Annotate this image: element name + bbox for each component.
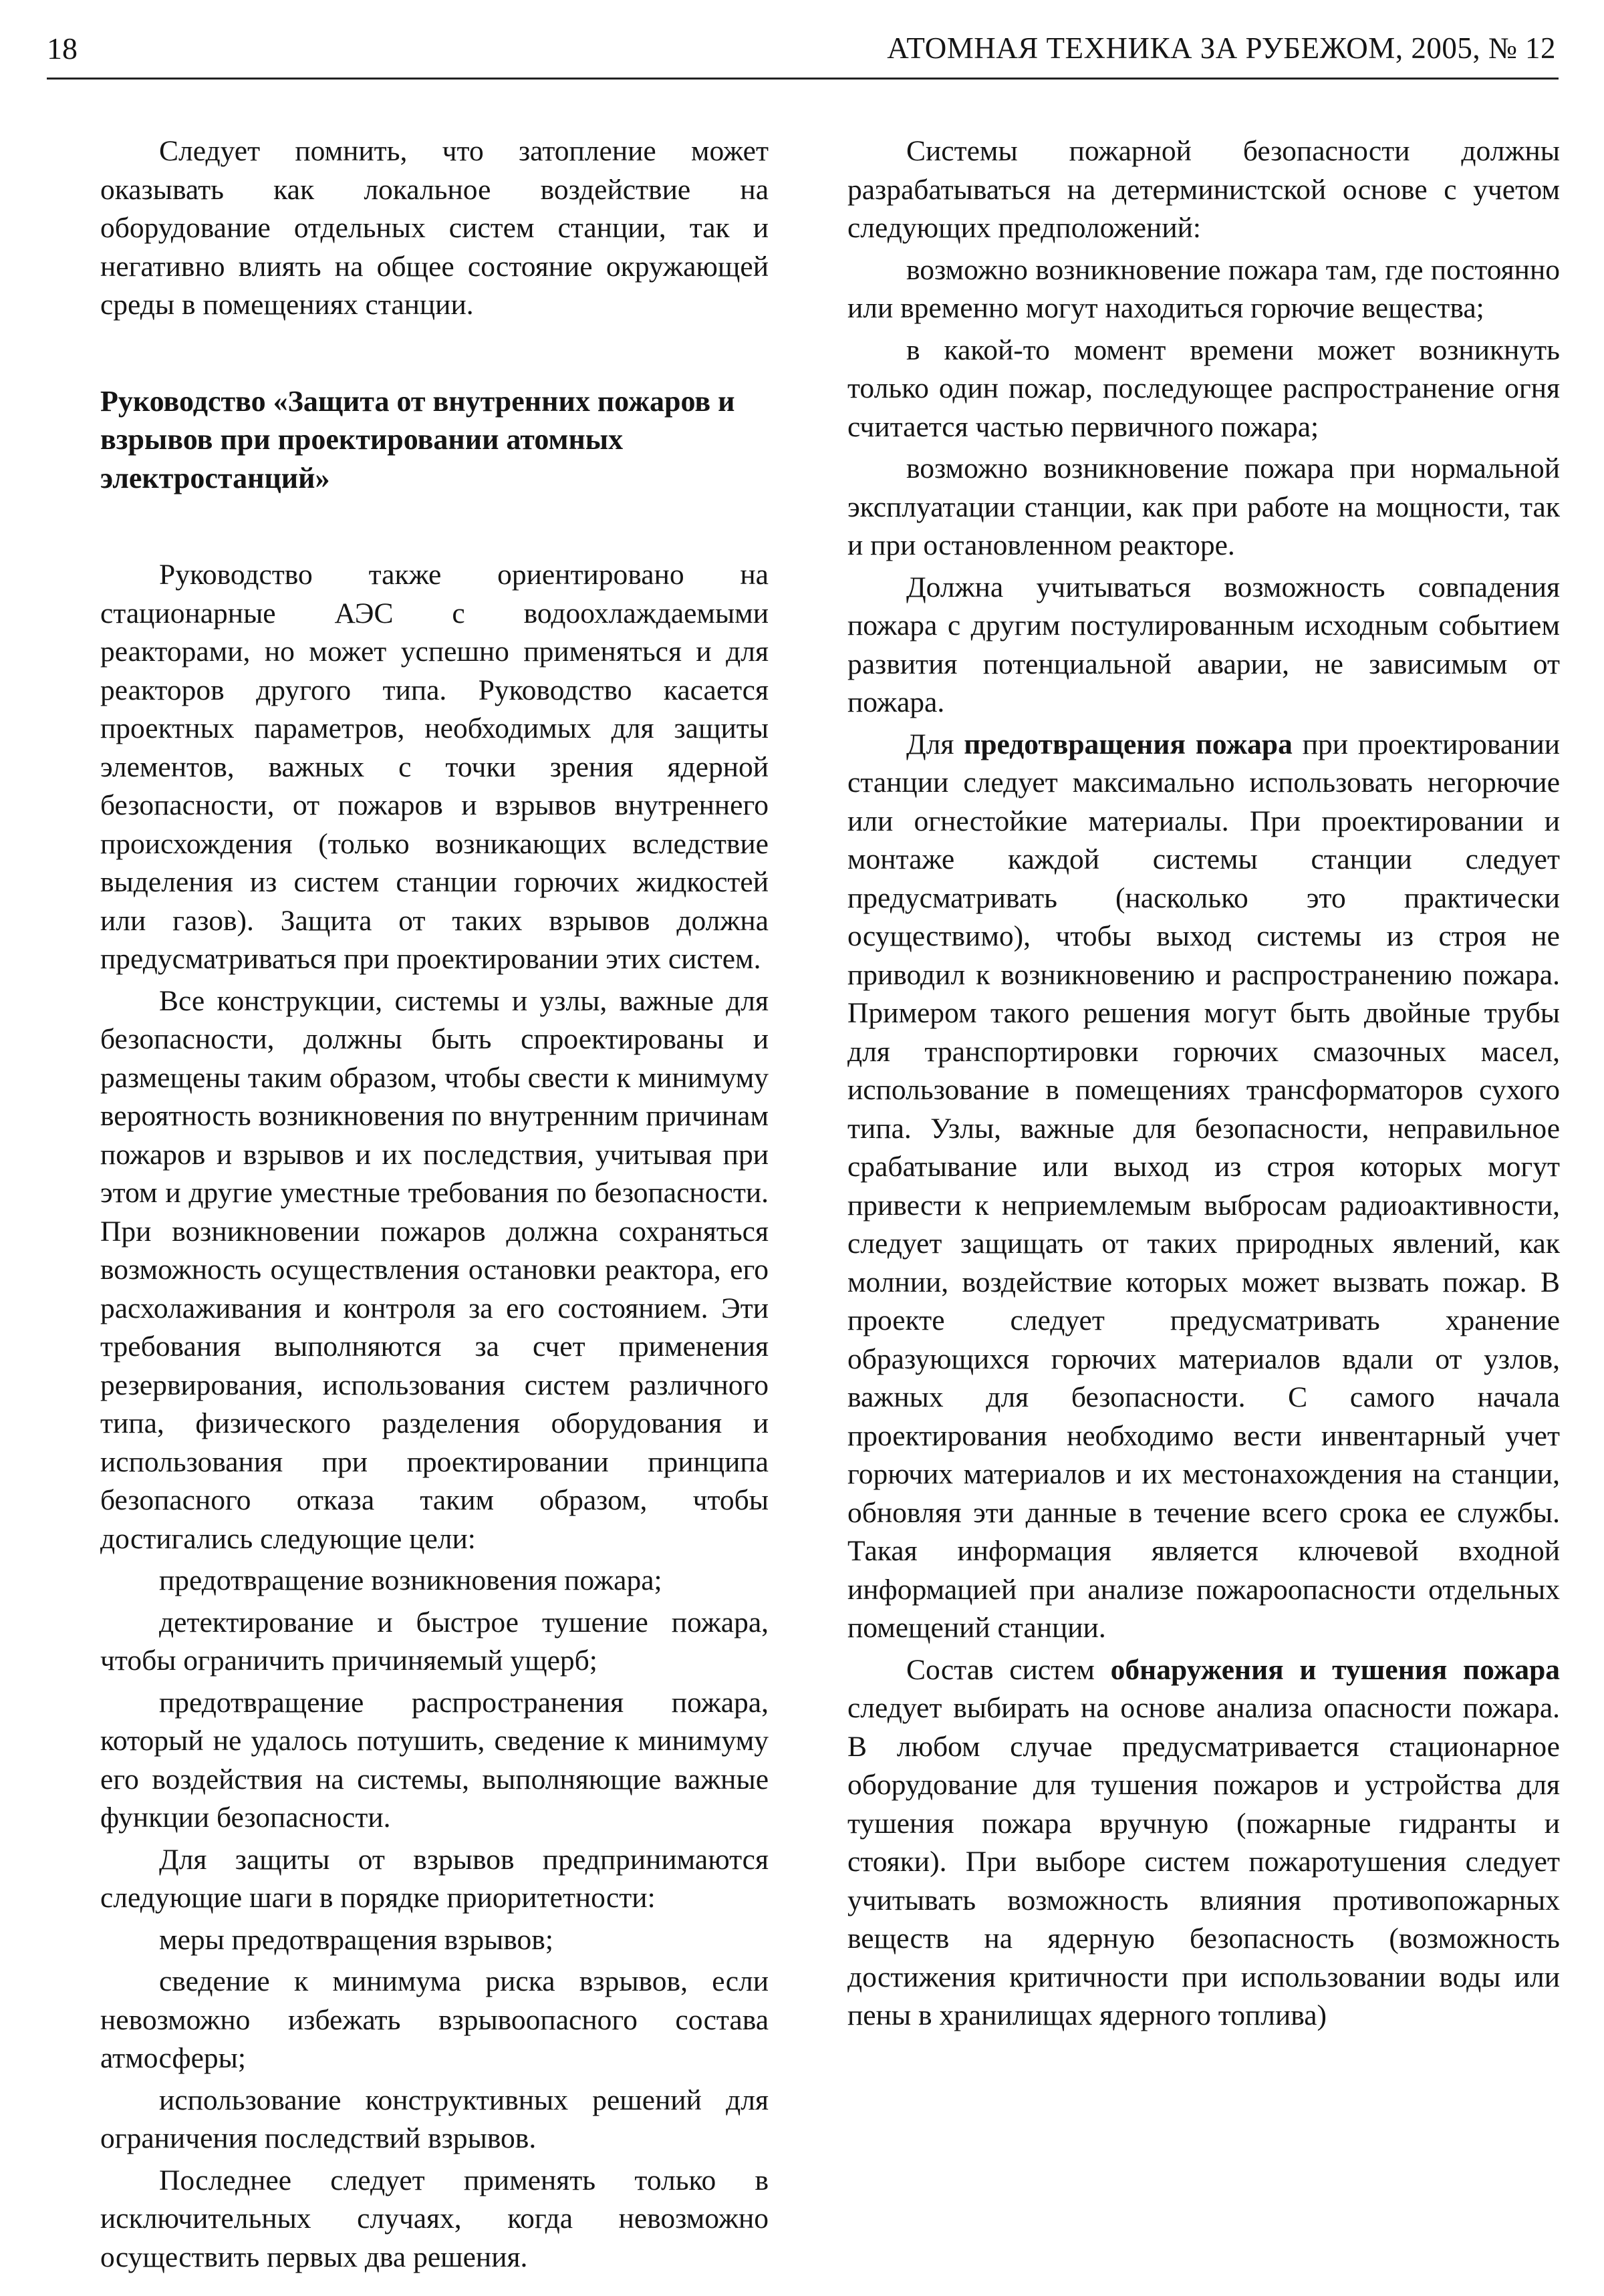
paragraph: Следует помнить, что затопление может оказывать как локальное воздействие на оборудование отдельных систем станции, так и негативно влиять на общее состояние окружающей среды в помещениях станции.: [100, 135, 769, 321]
page-number: 18: [47, 31, 78, 65]
paragraph: Системы пожарной безопасности должны разрабатываться на детерминистской основе с учетом следующих предположений:: [847, 135, 1560, 244]
paragraph: Должна учитываться возможность совпадения пожара с другим постулированным исходным событием развития потенциальной аварии, не зависимым от пожара.: [847, 571, 1560, 718]
paragraph: [847, 726, 1560, 1648]
section-heading: Руководство «Защита от внутренних пожаров и взрывов при проектировании атомных электростанций»: [100, 384, 735, 494]
list-item: предотвращение возникновения пожара;: [159, 1564, 662, 1596]
left-column: [100, 132, 769, 2277]
bold-term: предотвращения пожара: [964, 728, 1293, 760]
paragraph: Все конструкции, системы и узлы, важные для безопасности, должны быть спроектированы и размещены таким образом, чтобы свести к минимуму вероятность возникновения по внутренним причинам пожаров и взрывов и их последствия, учитывая при этом и другие уместные требования по безопасности. При возникновении пожаров должна сохраняться возможность осуществления остановки реактора, его расхолаживания и контроля за его состоянием. Эти требования выполняются за счет применения резервирования, использования систем различного типа, физического разделения оборудования и использования при проектировании принципа безопасного отказа таким образом, чтобы достигались следующие цели:: [100, 984, 769, 1555]
text-run: Для: [906, 728, 964, 760]
list-item: возможно возникновение пожара при нормальной эксплуатации станции, как при работе на мощности, так и при остановленном реакторе.: [847, 452, 1560, 561]
list-item: в какой-то момент времени может возникнуть только один пожар, последующее распространение огня считается частью первичного пожара;: [847, 333, 1560, 443]
list-item: использование конструктивных решений для ограничения последствий взрывов.: [100, 2084, 769, 2154]
list-item: сведение к минимума риска взрывов, если невозможно избежать взрывоопасного состава атмосферы;: [100, 1965, 769, 2074]
journal-title: АТОМНАЯ ТЕХНИКА ЗА РУБЕЖОМ, 2005, № 12: [887, 31, 1556, 65]
list-item: предотвращение распространения пожара, который не удалось потушить, сведение к минимуму его воздействия на системы, выполняющие важные функции безопасности.: [100, 1686, 769, 1834]
text-run: следует выбирать на основе анализа опасности пожара. В любом случае предусматривается стационарное оборудование для тушения пожаров и устройства для тушения пожара вручную (пожарные гидранты и стояки). При выборе систем пожаротушения следует учитывать возможность влияния противопожарных веществ на ядерную безопасность (возможность достижения критичности при использовании воды или пены в хранилищах ядерного топлива): [847, 1692, 1560, 2031]
bold-term: обнаружения и тушения пожара: [1110, 1653, 1561, 1686]
text-run: при проектировании станции следует максимально использовать негорючие или огнестойкие материалы. При проектировании и монтаже каждой системы станции следует предусматривать (насколько это практически осуществимо), чтобы выход системы из строя не приводил к возникновению и распространению пожара. Примером такого решения могут быть двойные трубы для транспортировки горючих смазочных масел, использование в помещениях трансформаторов сухого типа. Узлы, важные для безопасности, неправильное срабатывание или выход из строя которых могут привести к неприемлемым выбросам радиоактивности, следует защищать от таких природных явлений, как молнии, воздействие которых может вызвать пожар. В проекте следует предусматривать хранение образующихся горючих материалов вдали от узлов, важных для безопасности. С самого начала проектирования необходимо вести инвентарный учет горючих материалов и их местонахождения на станции, обновляя эти данные в течение всего срока ее службы. Такая информация является ключевой входной информацией при анализе пожароопасности отдельных помещений станции.: [847, 728, 1561, 1644]
paragraph: Для защиты от взрывов предпринимаются следующие шаги в порядке приоритетности:: [100, 1843, 769, 1914]
text-run: Состав систем: [906, 1653, 1111, 1686]
list-item: возможно возникновение пожара там, где постоянно или временно могут находиться горючие вещества;: [847, 253, 1560, 324]
list-item: меры предотвращения взрывов;: [159, 1923, 553, 1956]
page-header: [47, 25, 1559, 80]
right-column: [847, 132, 1560, 2035]
paragraph: Последнее следует применять только в исключительных случаях, когда невозможно осуществить первых два решения.: [100, 2164, 769, 2273]
paragraph: Руководство также ориентировано на стационарные АЭС с водоохлаждаемыми реакторами, но может успешно применяться и для реакторов другого типа. Руководство касается проектных параметров, необходимых для защиты элементов, важных с точки зрения ядерной безопасности, от пожаров и взрывов внутреннего происхождения (только возникающих вследствие выделения из систем станции горючих жидкостей или газов). Защита от таких взрывов должна предусматриваться при проектировании этих систем.: [100, 559, 769, 975]
paragraph: [847, 1651, 1560, 2035]
list-item: детектирование и быстрое тушение пожара, чтобы ограничить причиняемый ущерб;: [100, 1606, 769, 1677]
